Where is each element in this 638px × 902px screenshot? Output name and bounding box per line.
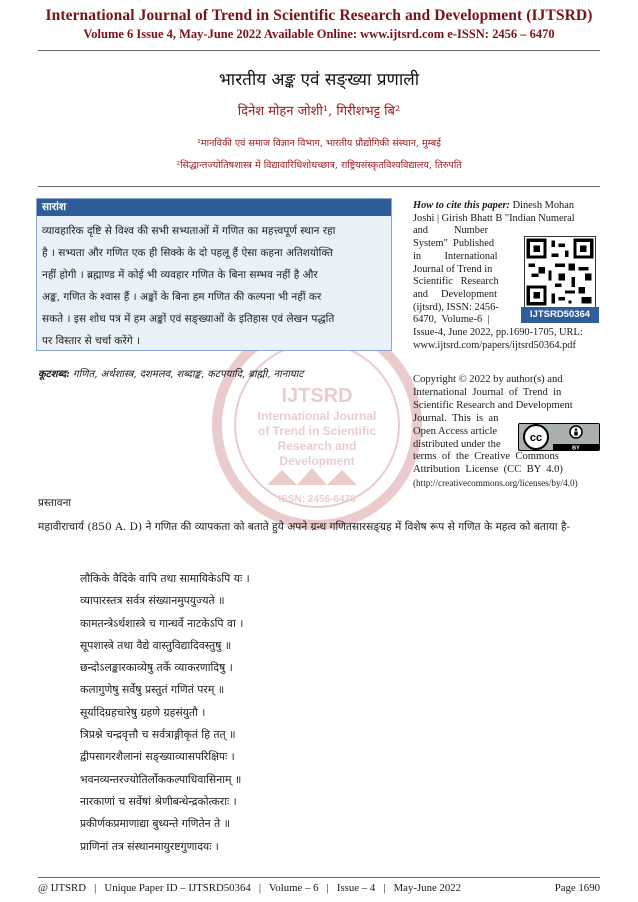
verse-line: सूर्यादिग्रहचारेषु ग्रहणे ग्रहसंयुतौ । bbox=[80, 705, 206, 719]
verse-list bbox=[80, 568, 580, 858]
abstract-line: नहीं होगी । ब्रह्माण्ड में कोई भी व्यवहार गणित के बिना सम्भव नहीं है और bbox=[42, 269, 318, 281]
watermark-text-3: of Trend in Scientific bbox=[257, 424, 377, 438]
watermark-issn: ISSN: 2456-6470 bbox=[278, 494, 356, 505]
citation-line: (ijtsrd), ISSN: 2456- bbox=[413, 301, 499, 313]
copyright-line: Scientific Research and Development bbox=[413, 399, 573, 411]
copyright-line: Open Access article bbox=[413, 425, 498, 437]
watermark-text-5: Development bbox=[279, 454, 355, 468]
page-number: Page 1690 bbox=[554, 882, 600, 894]
journal-volume-info: Volume 6 Issue 4, May-June 2022 Available Online: www.ijtsrd.com e-ISSN: 2456 – 6470 bbox=[83, 27, 555, 41]
verse-line: द्वीपसागरशैलानां सङ्ख्याव्यासपरिक्षिपः । bbox=[80, 750, 235, 764]
citation-line: System" Published bbox=[413, 238, 495, 250]
copyright-line: Attribution License (CC BY 4.0) bbox=[413, 464, 563, 476]
citation-line: Dinesh Mohan bbox=[509, 200, 575, 211]
citation-line: Issue-4, June 2022, pp.1690-1705, URL: bbox=[413, 327, 583, 339]
verse-line: लौकिके वैदिके वापि तथा सामायिकेऽपि यः । bbox=[80, 572, 250, 585]
keywords bbox=[38, 366, 390, 380]
citation-line: Scientific Research bbox=[413, 276, 499, 288]
abstract-line: सकते । इस शोध पत्र में हम अङ्कों एवं सङ्ख्याओं के इतिहास एवं लेखन पद्धति bbox=[42, 313, 335, 325]
by-label: BY bbox=[572, 445, 580, 451]
citation-label: How to cite this paper: bbox=[413, 200, 510, 211]
header-divider bbox=[38, 50, 600, 51]
verse-line: व्यापारस्तत्र सर्वत्र संख्यानमुपयुज्यते ॥ bbox=[80, 594, 225, 608]
footer-info: @ IJTSRD | Unique Paper ID – IJTSRD50364 | Volume – 6 | Issue – 4 | May-June 2022 bbox=[38, 882, 462, 894]
citation-line: 6470, Volume-6 | bbox=[413, 314, 490, 326]
affiliation-1: ¹मानविकी एवं समाज विज्ञान विभाग, भारतीय प्रौद्योगिकी संस्थान, मुम्बई bbox=[197, 138, 441, 149]
copyright-line: distributed under the bbox=[413, 438, 501, 450]
verse-line: सूपशास्त्रे तथा वैद्ये वास्तुविद्यादिवस्तुषु ॥ bbox=[80, 638, 232, 652]
cc-by-license-icon[interactable] bbox=[518, 423, 600, 451]
title-divider bbox=[38, 186, 600, 187]
paper-id-badge: IJTSRD50364 bbox=[521, 307, 599, 323]
abstract-line: अङ्क, गणित के श्वास हैं । अङ्कों के बिना हम गणित की कल्पना भी नहीं कर bbox=[42, 291, 322, 303]
citation-line: and Number bbox=[413, 225, 489, 237]
keywords-value: गणित, अर्थशास्त्र, दशमलव, शब्दाङ्क, कटपयादि, ब्राह्मी, नानाघाट bbox=[73, 369, 304, 380]
copyright-line: International Journal of Trend in bbox=[413, 386, 562, 398]
abstract-body bbox=[37, 216, 391, 352]
verse-line: छन्दोऽलङ्कारकाव्येषु तर्के व्याकरणादिषु । bbox=[80, 661, 233, 675]
verse-line: प्राणिनां तत्र संस्थानमायुरष्टगुणादयः । bbox=[80, 839, 219, 853]
citation-line: Joshi | Girish Bhatt B "Indian Numeral bbox=[413, 212, 575, 224]
verse-line: कलागुणेषु सर्वेषु प्रस्तुतं गणितं परम् ॥ bbox=[80, 683, 225, 697]
citation-line: www.ijtsrd.com/papers/ijtsrd50364.pdf bbox=[413, 339, 576, 351]
keywords-label: कूटशब्द: bbox=[38, 369, 70, 380]
verse-line: नारकाणां च सर्वेषां श्रेणीबन्धेन्द्रकोत्कराः । bbox=[80, 794, 237, 808]
abstract-line: है । सभ्यता और गणित एक ही सिक्के के दो पहलू हैं ऐसा कहना अतिशयोक्ति bbox=[42, 247, 333, 259]
abstract-line: व्यावहारिक दृष्टि से विश्व की सभी सभ्यताओं में गणित का महत्त्वपूर्ण स्थान रहा bbox=[42, 225, 336, 237]
introduction-heading: प्रस्तावना bbox=[38, 497, 72, 509]
journal-title: International Journal of Trend in Scientific Research and Development (IJTSRD) bbox=[45, 7, 593, 24]
watermark-text-4: Research and bbox=[277, 439, 357, 453]
watermark-text-1: IJTSRD bbox=[281, 385, 353, 407]
introduction-body: महावीराचार्य (850 A. D) ने गणित की व्यापकता को बताते हुये अपने ग्रन्थ गणितसारसङ्ग्रह में विशेष रूप से गणित के महत्व को बताया है- bbox=[38, 521, 571, 533]
copyright-line: terms of the Creative Commons bbox=[413, 451, 559, 463]
abstract-heading: सारांश bbox=[37, 199, 391, 216]
footer-divider bbox=[38, 877, 600, 878]
citation-line: and Development bbox=[413, 288, 497, 300]
paper-title: भारतीय अङ्क एवं सङ्ख्या प्रणाली bbox=[218, 70, 420, 90]
page-footer bbox=[38, 882, 600, 894]
verse-line: त्रिप्रश्ने चन्द्रवृत्तौ च सर्वत्राङ्गीकृतं हि तत् ॥ bbox=[80, 728, 236, 742]
citation-line: in International bbox=[413, 250, 498, 262]
verse-line: कामतन्त्रेऽर्थशास्त्रे च गान्धर्वे नाटकेऽपि वा । bbox=[80, 616, 244, 630]
abstract-box bbox=[36, 198, 392, 351]
copyright-line: (http://creativecommons.org/licenses/by/4.0) bbox=[413, 478, 578, 489]
watermark-text-2: International Journal bbox=[257, 409, 377, 423]
verse-line: प्रकीर्णकप्रमाणाद्या बुध्यन्ते गणितेन ते ॥ bbox=[80, 817, 231, 831]
qr-code-icon[interactable] bbox=[524, 236, 596, 308]
affiliation-2: ²सिद्धान्तज्योतिषशास्त्र में विद्यावारिधिशोधच्छात्र, राष्ट्रियसंस्कृतविश्वविद्यालय, तिरुपति bbox=[176, 160, 462, 171]
copyright-line: Copyright © 2022 by author(s) and bbox=[413, 374, 563, 385]
verse-line: भवनव्यन्तरज्योतिर्लोककल्पाधिवासिनाम् ॥ bbox=[80, 772, 242, 786]
abstract-line: पर विस्तार से चर्चा करेंगे । bbox=[42, 335, 140, 347]
cc-label: cc bbox=[529, 432, 543, 444]
paper-authors: दिनेश मोहन जोशी¹, गिरीशभट्ट बि² bbox=[237, 104, 401, 119]
copyright-line: Journal. This is an bbox=[413, 412, 499, 424]
citation-line: Journal of Trend in bbox=[413, 263, 493, 275]
